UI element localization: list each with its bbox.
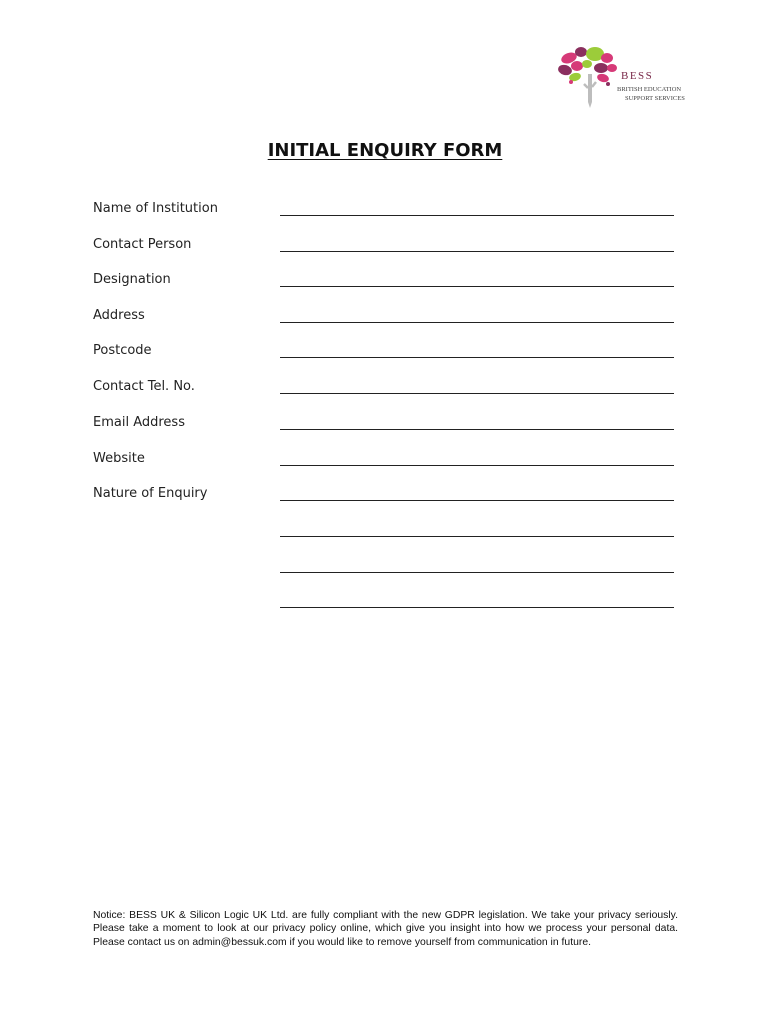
input-line-postcode[interactable] <box>280 357 674 358</box>
logo-name: BESS <box>621 70 654 82</box>
label-postcode: Postcode <box>93 343 152 358</box>
input-line-address[interactable] <box>280 322 674 323</box>
input-line-email-address[interactable] <box>280 429 674 430</box>
label-address: Address <box>93 308 145 323</box>
input-line-designation[interactable] <box>280 286 674 287</box>
label-email-address: Email Address <box>93 415 185 430</box>
input-line-enquiry-extra-1[interactable] <box>280 536 674 537</box>
form-title-text: INITIAL ENQUIRY FORM <box>267 140 503 161</box>
tree-pencil-icon <box>555 44 625 114</box>
label-contact-person: Contact Person <box>93 237 192 252</box>
logo-subtitle <box>617 85 685 103</box>
input-line-nature-of-enquiry[interactable] <box>280 500 674 501</box>
label-designation: Designation <box>93 272 171 287</box>
label-nature-of-enquiry: Nature of Enquiry <box>93 486 208 501</box>
gdpr-notice: Notice: BESS UK & Silicon Logic UK Ltd. are fully compliant with the new GDPR legislation. We take your privacy seriously. Please take a moment to look at our privacy policy online, which give you insight into how we process your personal data. Please contact us on admin@bessuk.com if you would like to remove yourself from communication in future. <box>93 910 678 948</box>
input-line-name-of-institution[interactable] <box>280 215 674 216</box>
logo-subtitle-line1: BRITISH EDUCATION <box>617 86 682 93</box>
input-line-website[interactable] <box>280 465 674 466</box>
label-contact-tel: Contact Tel. No. <box>93 379 195 394</box>
input-line-enquiry-extra-3[interactable] <box>280 607 674 608</box>
form-title <box>0 140 770 161</box>
input-line-contact-tel[interactable] <box>280 393 674 394</box>
logo-subtitle-line2: SUPPORT SERVICES <box>625 95 685 102</box>
bess-logo <box>555 44 685 114</box>
label-name-of-institution: Name of Institution <box>93 201 218 216</box>
input-line-contact-person[interactable] <box>280 251 674 252</box>
label-website: Website <box>93 451 145 466</box>
input-line-enquiry-extra-2[interactable] <box>280 572 674 573</box>
